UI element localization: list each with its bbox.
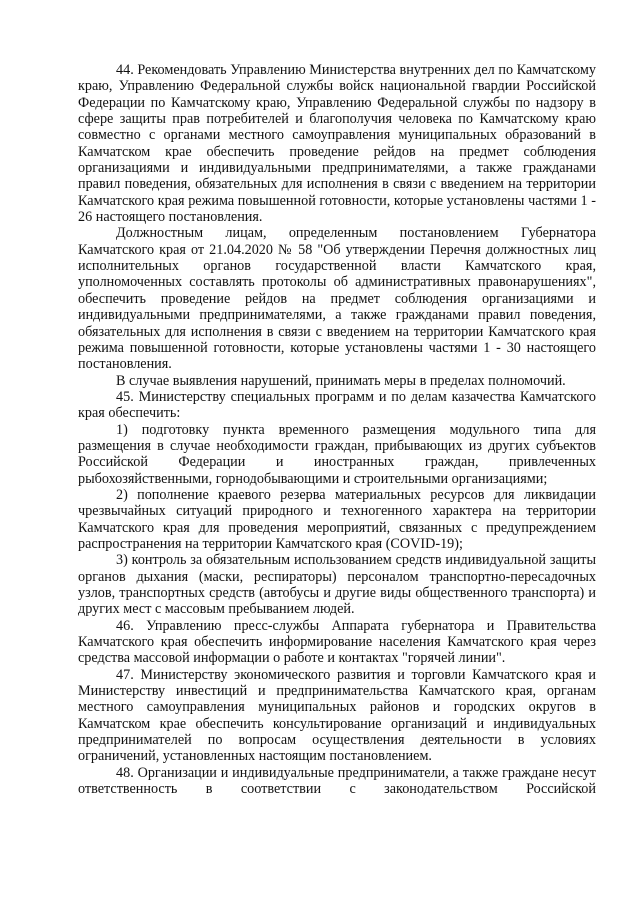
- paragraph-48: 48. Организации и индивидуальные предприниматели, а также граждане несут ответственность в соответствии с законодательством Российской: [78, 764, 596, 798]
- paragraph-44: 44. Рекомендовать Управлению Министерства внутренних дел по Камчатскому краю, Управлению Федеральной службы войск национальной гвардии Российской Федерации по Камчатскому краю, Управлению Федеральной службы по надзору в сфере защиты прав потребителей и благополучия человека по Камчатскому краю совместно с органами местного самоуправления муниципальных образований в Камчатском крае обеспечить проведение рейдов на предмет соблюдения организациями и индивидуальными предпринимателями, а также гражданами правил поведения, обязательных для исполнения в связи с введением на территории Камчатского края режима повышенной готовности, которые установлены частями 1 - 26 настоящего постановления.: [78, 62, 596, 226]
- paragraph-47: 47. Министерству экономического развития и торговли Камчатского края и Министерству инвестиций и предпринимательства Камчатского края, органам местного самоуправления муниципальных районов и городских округов в Камчатском крае обеспечить консультирование организаций и индивидуальных предпринимателей по вопросам осуществления деятельности в условиях ограничений, установленных настоящим постановлением.: [78, 666, 596, 765]
- document-body: [78, 62, 596, 797]
- paragraph-45-item-1: 1) подготовку пункта временного размещения модульного типа для размещения в случае необходимости граждан, прибывающих из других субъектов Российской Федерации и иностранных граждан, привлеченных рыбохозяйственными, горнодобывающими и строительными организациями;: [78, 421, 596, 487]
- paragraph-violations-measures: В случае выявления нарушений, принимать меры в пределах полномочий.: [116, 372, 566, 389]
- paragraph-45-item-2: 2) пополнение краевого резерва материальных ресурсов для ликвидации чрезвычайных ситуаций природного и техногенного характера на территории Камчатского края для проведения мероприятий, связанных с предупреждением распространения на территории Камчатского края (COVID-19);: [78, 486, 596, 552]
- paragraph-46: 46. Управлению пресс-службы Аппарата губернатора и Правительства Камчатского края обеспечить информирование населения Камчатского края через средства массовой информации о работе и контактах "горячей линии".: [78, 617, 596, 667]
- paragraph-45: 45. Министерству специальных программ и по делам казачества Камчатского края обеспечить:: [78, 388, 596, 422]
- paragraph-45-item-3: 3) контроль за обязательным использованием средств индивидуальной защиты органов дыхания (маски, респираторы) персоналом транспортно-пересадочных узлов, транспортных средств (автобусы и другие виды общественного транспорта) и других мест с массовым пребыванием людей.: [78, 552, 596, 618]
- paragraph-officials-raids: Должностным лицам, определенным постановлением Губернатора Камчатского края от 21.04.2020 № 58 "Об утверждении Перечня должностных лиц исполнительных органов государственной власти Камчатского края, уполномоченных составлять протоколы об административных правонарушениях", обеспечить проведение рейдов на предмет соблюдения организациями и индивидуальными предпринимателями, а также гражданами правил поведения, обязательных для исполнения в связи с введением на территории Камчатского края режима повышенной готовности, которые установлены частями 1 - 30 настоящего постановления.: [78, 225, 596, 373]
